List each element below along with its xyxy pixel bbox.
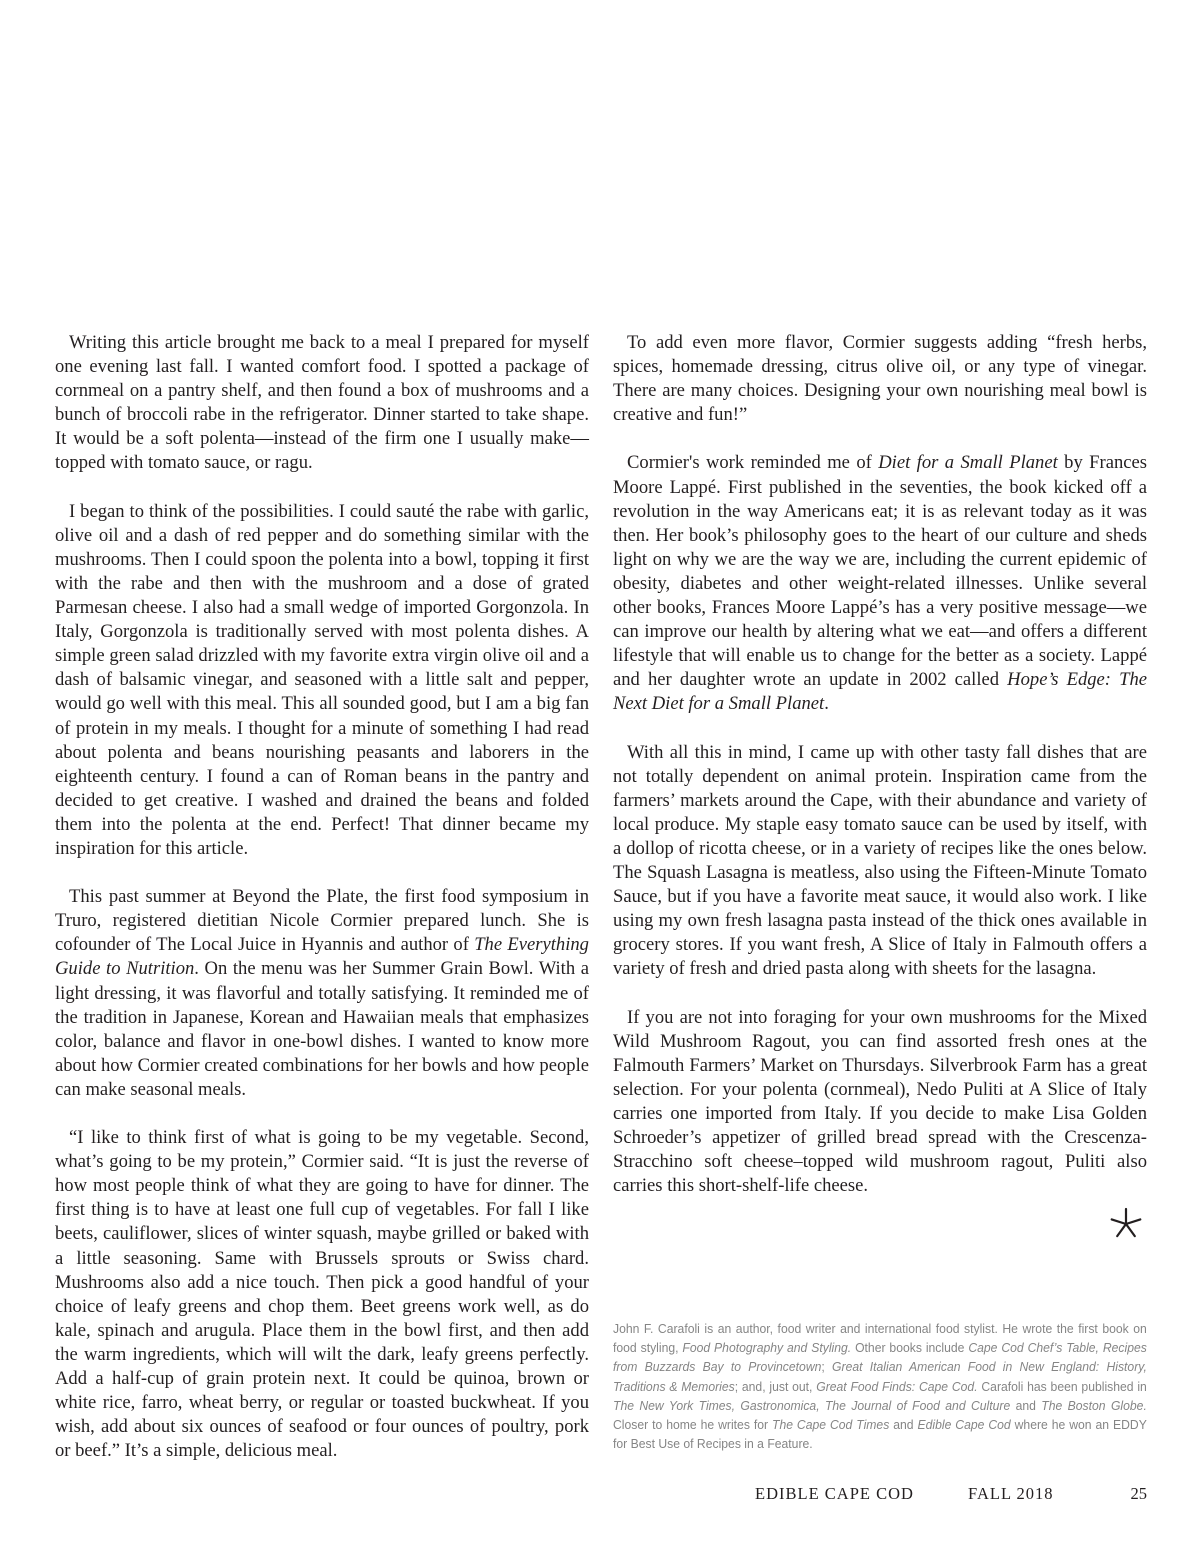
bio-text: and (1010, 1397, 1042, 1413)
book-title: Hope’s Edge: The Next Diet for a Small Planet (613, 669, 1147, 715)
book-title: The Everything Guide to Nutrition (55, 934, 589, 980)
bio-text: Other books include (851, 1340, 969, 1356)
page-footer (600, 1484, 1147, 1508)
bio-book-title: Cape Cod Chef’s Table, Recipes from Buzzards Bay to Provincetown (613, 1340, 1147, 1375)
bio-text: and (889, 1417, 918, 1433)
paragraph-text: Cormier's work reminded me of (627, 452, 879, 474)
book-title: Diet for a Small Planet (878, 452, 1058, 474)
bio-publication-title: The New York Times, Gastronomica, The Journal of Food and Culture (613, 1397, 1011, 1413)
bio-book-title: Great Italian American Food in New England: History, Traditions & Memories (613, 1359, 1147, 1394)
paragraph-text: Writing this article brought me back to a meal I prepared for myself one evening last fall. I wanted comfort food. I spotted a package of cornmeal on a pantry shelf, and then found a box of mushrooms and a bunch of broccoli rabe in the refrigerator. Dinner started to take shape. It would be a soft polenta—instead of the firm one I usually make—topped with tomato sauce, or ragu. (55, 332, 589, 474)
asterisk-end-mark-icon (1108, 1206, 1144, 1242)
paragraph (55, 500, 589, 861)
paragraph (55, 1126, 589, 1463)
paragraph (613, 741, 1147, 982)
bio-publication-title: The Cape Cod Times (772, 1417, 890, 1433)
bio-text: ; and, just out, (734, 1378, 817, 1394)
paragraph-text: To add even more flavor, Cormier suggests adding “fresh herbs, spices, homemade dressing, citrus olive oil, or any type of vinegar. There are many choices. Designing your own nourishing meal bowl is creative and fun!” (613, 332, 1147, 426)
footer-issue: FALL 2018 (968, 1484, 1054, 1503)
paragraph (613, 331, 1147, 427)
paragraph-text: . On the menu was her Summer Grain Bowl. With a light dressing, it was flavorful and totally satisfying. It reminded me of the tradition in Japanese, Korean and Hawaiian meals that emphasizes color, balance and flavor in one-bowl dishes. I wanted to know more about how Cormier created combinations for her bowls and how people can make seasonal meals. (55, 958, 589, 1100)
bio-publication-title: The Boston Globe. (1041, 1397, 1147, 1413)
bio-text: where he won an EDDY for Best Use of Recipes in a Feature. (613, 1417, 1147, 1452)
paragraph (55, 331, 589, 476)
footer-magazine-name: EDIBLE CAPE COD (755, 1484, 914, 1503)
paragraph-text: “I like to think first of what is going to be my vegetable. Second, what’s going to be my protein,” Cormier said. “It is just the reverse of how most people think of what they are going to have for dinner. The first thing is to have at least one full cup of vegetables. For fall I like beets, cauliflower, slices of winter squash, maybe grilled or baked with a little seasoning. Same with Brussels sprouts or Swiss chard. Mushrooms also add a nice touch. Then pick a good handful of your choice of leafy greens and chop them. Beet greens work well, as do kale, spinach and arugula. Place them in the bowl first, and then add the warm ingredients, which will wilt the dark, leafy greens perfectly. Add a half-cup of grain protein next. It could be quinoa, brown or white rice, farro, wheat berry, or regular or toasted buckwheat. If you wish, add about six ounces of seafood or four ounces of poultry, pork or beef.” It’s a simple, delicious meal. (55, 1127, 589, 1462)
paragraph-text: This past summer at Beyond the Plate, the first food symposium in Truro, registered dietitian Nicole Cormier prepared lunch. She is cofounder of The Local Juice in Hyannis and author of (55, 886, 589, 956)
paragraph-text: . (824, 693, 829, 715)
author-bio (613, 1319, 1147, 1453)
paragraph-text: With all this in mind, I came up with other tasty fall dishes that are not totally dependent on animal protein. Inspiration came from the farmers’ markets around the Cape, with their abundance and variety of local produce. My staple easy tomato sauce can be used by itself, with a dollop of ricotta cheese, or in a variety of recipes like the ones below. The Squash Lasagna is meatless, also using the Fifteen-Minute Tomato Sauce, but if you have a favorite meat sauce, it would also work. I like using my own fresh lasagna pasta instead of the thick ones available in grocery stores. If you want fresh, A Slice of Italy in Falmouth offers a variety of fresh and dried pasta along with sheets for the lasagna. (613, 741, 1147, 980)
paragraph (55, 885, 589, 1102)
article-column-left (55, 331, 589, 1488)
bio-text: ; (821, 1359, 833, 1375)
bio-publication-title: Edible Cape Cod (917, 1417, 1011, 1433)
bio-text: John F. Carafoli is an author, food writer and international food stylist. He wrote the first book on food styling, (613, 1321, 1147, 1356)
bio-text: Carafoli has been published in (977, 1378, 1147, 1394)
bio-text: Closer to home he writes for (613, 1417, 773, 1433)
paragraph-text: I began to think of the possibilities. I could sauté the rabe with garlic, olive oil and a dash of red pepper and do something similar with the mushrooms. Then I could spoon the polenta into a bowl, topping it first with the rabe and then with the mushroom and a dose of grated Parmesan cheese. I also had a small wedge of imported Gorgonzola. In Italy, Gorgonzola is traditionally served with most polenta dishes. A simple green salad drizzled with my favorite extra virgin olive oil and a dash of balsamic vinegar, and seasoned with a little salt and pepper, would go well with this meal. This all sounded good, but I am a big fan of protein in my meals. I thought for a minute of something I had read about polenta and beans nourishing peasants and laborers in the eighteenth century. I found a can of Roman beans in the pantry and decided to get creative. I washed and drained the beans and folded them into the polenta at the end. Perfect! That dinner became my inspiration for this article. (55, 500, 589, 859)
paragraph (613, 1006, 1147, 1199)
paragraph-text: by Frances Moore Lappé. First published in the seventies, the book kicked off a revolution in the way Americans eat; it is as relevant today as it was then. Her book’s philosophy goes to the heart of our culture and sheds light on why we are the way we are, including the current epidemic of obesity, diabetes and other weight-related illnesses. Unlike several other books, Frances Moore Lappé’s has a very positive message—we can improve our health by altering what we eat—and offers a different lifestyle that will enable us to change for the better as a society. Lappé and her daughter wrote an update in 2002 called (613, 452, 1147, 691)
paragraph-text: If you are not into foraging for your own mushrooms for the Mixed Wild Mushroom Ragout, you can find assorted fresh ones at the Falmouth Farmers’ Market on Thursdays. Silverbrook Farm has a great selection. For your polenta (cornmeal), Nedo Puliti at A Slice of Italy carries one imported from Italy. If you decide to make Lisa Golden Schroeder’s appetizer of grilled bread spread with the Crescenza-Stracchino soft cheese–topped wild mushroom ragout, Puliti also carries this short-shelf-life cheese. (613, 1006, 1147, 1197)
article-column-right (613, 331, 1147, 1222)
paragraph (613, 451, 1147, 716)
bio-book-title: Great Food Finds: Cape Cod. (816, 1378, 978, 1394)
bio-book-title: Food Photography and Styling. (682, 1340, 852, 1356)
page-number: 25 (1130, 1484, 1147, 1503)
